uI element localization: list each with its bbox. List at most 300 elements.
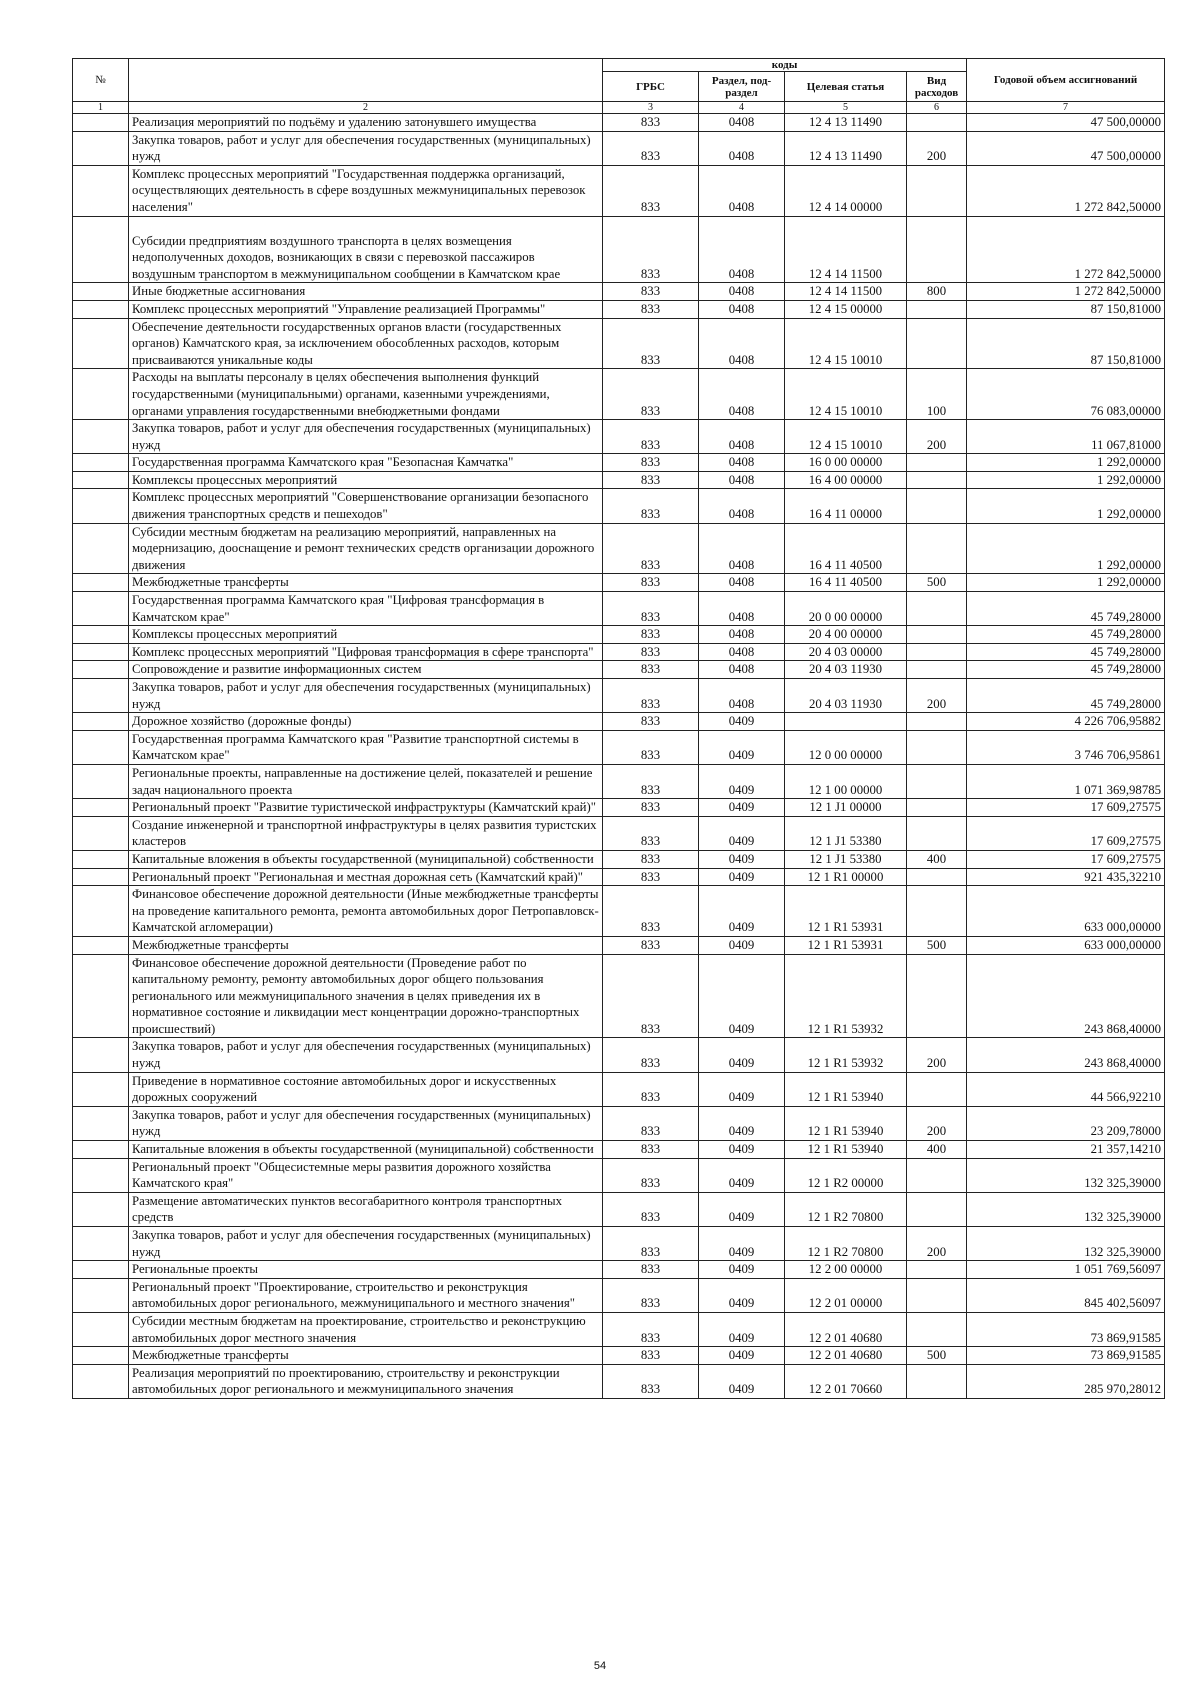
row-name-cell: Закупка товаров, работ и услуг для обеспечения государственных (муниципальных) нужд: [129, 1038, 603, 1072]
col-index-4: 4: [699, 102, 785, 114]
row-kind-cell: [907, 1364, 967, 1398]
row-section-cell: 0409: [699, 713, 785, 731]
table-row: [73, 661, 1165, 679]
row-amount-cell: 45 749,28000: [967, 592, 1165, 626]
row-name-cell: Финансовое обеспечение дорожной деятельности (Иные межбюджетные трансферты на проведение капитального ремонта, ремонта автомобильных дорог Петропавловск-Камчатской агломерации): [129, 886, 603, 937]
row-target-cell: 12 4 15 10010: [785, 318, 907, 369]
row-kind-cell: [907, 1192, 967, 1226]
row-number-cell: [73, 713, 129, 731]
row-name-cell: Реализация мероприятий по проектированию, строительству и реконструкции автомобильных дорог регионального и межмуниципального значения: [129, 1364, 603, 1398]
row-section-cell: 0409: [699, 1072, 785, 1106]
row-amount-cell: 132 325,39000: [967, 1192, 1165, 1226]
row-amount-cell: 45 749,28000: [967, 661, 1165, 679]
row-amount-cell: 3 746 706,95861: [967, 730, 1165, 764]
row-section-cell: 0409: [699, 1312, 785, 1346]
row-number-cell: [73, 1072, 129, 1106]
row-number-cell: [73, 300, 129, 318]
row-grbs-cell: 833: [603, 661, 699, 679]
row-number-cell: [73, 1227, 129, 1261]
row-number-cell: [73, 1158, 129, 1192]
row-section-cell: 0409: [699, 936, 785, 954]
row-kind-cell: 500: [907, 574, 967, 592]
table-row: [73, 574, 1165, 592]
table-row: [73, 886, 1165, 937]
row-kind-cell: [907, 1312, 967, 1346]
row-name-cell: Сопровождение и развитие информационных систем: [129, 661, 603, 679]
row-grbs-cell: 833: [603, 850, 699, 868]
row-target-cell: 12 4 15 10010: [785, 369, 907, 420]
row-name-cell: Размещение автоматических пунктов весогабаритного контроля транспортных средств: [129, 1192, 603, 1226]
col-index-6: 6: [907, 102, 967, 114]
page-number: 54: [593, 1660, 607, 1672]
row-grbs-cell: 833: [603, 799, 699, 817]
table-row: [73, 1261, 1165, 1279]
row-grbs-cell: 833: [603, 283, 699, 301]
row-section-cell: 0408: [699, 318, 785, 369]
table-row: [73, 592, 1165, 626]
table-row: [73, 114, 1165, 132]
row-section-cell: 0408: [699, 523, 785, 574]
table-row: [73, 1072, 1165, 1106]
col-header-name: [129, 59, 603, 102]
row-name-cell: Государственная программа Камчатского края "Цифровая трансформация в Камчатском крае": [129, 592, 603, 626]
col-index-3: 3: [603, 102, 699, 114]
table-row: [73, 1347, 1165, 1365]
row-amount-cell: 845 402,56097: [967, 1278, 1165, 1312]
row-grbs-cell: 833: [603, 165, 699, 216]
row-target-cell: 16 4 11 40500: [785, 523, 907, 574]
row-kind-cell: [907, 216, 967, 283]
row-target-cell: 16 4 00 00000: [785, 471, 907, 489]
row-grbs-cell: 833: [603, 420, 699, 454]
row-grbs-cell: 833: [603, 592, 699, 626]
row-section-cell: 0408: [699, 574, 785, 592]
row-section-cell: 0408: [699, 643, 785, 661]
table-row: [73, 283, 1165, 301]
row-kind-cell: 500: [907, 1347, 967, 1365]
row-number-cell: [73, 730, 129, 764]
row-grbs-cell: 833: [603, 1347, 699, 1365]
row-kind-cell: [907, 454, 967, 472]
row-grbs-cell: 833: [603, 1192, 699, 1226]
row-target-cell: 12 1 R1 53931: [785, 936, 907, 954]
col-index-2: 2: [129, 102, 603, 114]
row-grbs-cell: 833: [603, 574, 699, 592]
row-number-cell: [73, 471, 129, 489]
row-amount-cell: 1 272 842,50000: [967, 165, 1165, 216]
row-target-cell: 12 1 R1 53931: [785, 886, 907, 937]
row-number-cell: [73, 799, 129, 817]
row-section-cell: 0409: [699, 1106, 785, 1140]
row-grbs-cell: 833: [603, 954, 699, 1038]
row-name-cell: Комплексы процессных мероприятий: [129, 471, 603, 489]
row-name-cell: Закупка товаров, работ и услуг для обеспечения государственных (муниципальных) нужд: [129, 420, 603, 454]
row-kind-cell: [907, 1261, 967, 1279]
row-amount-cell: 17 609,27575: [967, 799, 1165, 817]
row-amount-cell: 17 609,27575: [967, 850, 1165, 868]
col-header-grbs: ГРБС: [603, 72, 699, 102]
row-section-cell: 0408: [699, 369, 785, 420]
table-row: [73, 471, 1165, 489]
row-target-cell: 20 4 03 11930: [785, 679, 907, 713]
row-target-cell: 16 4 11 00000: [785, 489, 907, 523]
row-name-cell: Закупка товаров, работ и услуг для обеспечения государственных (муниципальных) нужд: [129, 1227, 603, 1261]
row-target-cell: 12 1 J1 00000: [785, 799, 907, 817]
row-number-cell: [73, 643, 129, 661]
row-kind-cell: [907, 1158, 967, 1192]
row-number-cell: [73, 1192, 129, 1226]
row-name-cell: Закупка товаров, работ и услуг для обеспечения государственных (муниципальных) нужд: [129, 1106, 603, 1140]
row-grbs-cell: 833: [603, 713, 699, 731]
row-target-cell: 20 4 03 11930: [785, 661, 907, 679]
row-number-cell: [73, 216, 129, 283]
table-row: [73, 318, 1165, 369]
row-section-cell: 0409: [699, 1158, 785, 1192]
row-number-cell: [73, 165, 129, 216]
row-number-cell: [73, 868, 129, 886]
row-name-cell: Обеспечение деятельности государственных органов власти (государственных органов) Камчатского края, за исключением обособленных расходов, которым присваиваются уникальные коды: [129, 318, 603, 369]
row-target-cell: 12 1 00 00000: [785, 764, 907, 798]
row-grbs-cell: 833: [603, 318, 699, 369]
table-row: [73, 713, 1165, 731]
row-section-cell: 0408: [699, 471, 785, 489]
row-number-cell: [73, 1106, 129, 1140]
row-number-cell: [73, 936, 129, 954]
row-amount-cell: 21 357,14210: [967, 1141, 1165, 1159]
table-body: [73, 114, 1165, 1399]
row-kind-cell: [907, 643, 967, 661]
row-section-cell: 0409: [699, 954, 785, 1038]
row-name-cell: Капитальные вложения в объекты государственной (муниципальной) собственности: [129, 850, 603, 868]
row-name-cell: Закупка товаров, работ и услуг для обеспечения государственных (муниципальных) нужд: [129, 131, 603, 165]
row-target-cell: 12 1 R2 70800: [785, 1227, 907, 1261]
row-target-cell: 12 4 15 10010: [785, 420, 907, 454]
row-kind-cell: 200: [907, 679, 967, 713]
row-grbs-cell: 833: [603, 816, 699, 850]
col-header-target: Целевая статья: [785, 72, 907, 102]
row-section-cell: 0408: [699, 283, 785, 301]
row-grbs-cell: 833: [603, 1141, 699, 1159]
row-name-cell: Межбюджетные трансферты: [129, 936, 603, 954]
row-name-cell: Межбюджетные трансферты: [129, 1347, 603, 1365]
row-number-cell: [73, 454, 129, 472]
row-number-cell: [73, 850, 129, 868]
row-amount-cell: 45 749,28000: [967, 679, 1165, 713]
budget-table: [72, 58, 1165, 1399]
row-number-cell: [73, 1038, 129, 1072]
row-amount-cell: 1 292,00000: [967, 574, 1165, 592]
row-grbs-cell: 833: [603, 643, 699, 661]
row-name-cell: Региональный проект "Развитие туристической инфраструктуры (Камчатский край)": [129, 799, 603, 817]
table-row: [73, 300, 1165, 318]
row-kind-cell: [907, 816, 967, 850]
row-number-cell: [73, 420, 129, 454]
row-amount-cell: 47 500,00000: [967, 114, 1165, 132]
row-number-cell: [73, 114, 129, 132]
row-number-cell: [73, 954, 129, 1038]
row-grbs-cell: 833: [603, 523, 699, 574]
row-target-cell: 12 1 R1 53940: [785, 1072, 907, 1106]
row-grbs-cell: 833: [603, 1227, 699, 1261]
row-section-cell: 0408: [699, 300, 785, 318]
table-row: [73, 489, 1165, 523]
row-section-cell: 0409: [699, 1347, 785, 1365]
row-name-cell: Региональные проекты: [129, 1261, 603, 1279]
row-section-cell: 0409: [699, 799, 785, 817]
row-amount-cell: 285 970,28012: [967, 1364, 1165, 1398]
row-grbs-cell: 833: [603, 1261, 699, 1279]
row-target-cell: 12 4 13 11490: [785, 114, 907, 132]
row-amount-cell: 921 435,32210: [967, 868, 1165, 886]
row-target-cell: 12 1 R1 53932: [785, 1038, 907, 1072]
table-row: [73, 1227, 1165, 1261]
row-number-cell: [73, 283, 129, 301]
row-number-cell: [73, 764, 129, 798]
row-grbs-cell: 833: [603, 626, 699, 644]
row-section-cell: 0408: [699, 626, 785, 644]
row-kind-cell: 200: [907, 420, 967, 454]
row-amount-cell: 1 272 842,50000: [967, 216, 1165, 283]
row-name-cell: Создание инженерной и транспортной инфраструктуры в целях развития туристских кластеров: [129, 816, 603, 850]
table-row: [73, 936, 1165, 954]
row-grbs-cell: 833: [603, 679, 699, 713]
table-row: [73, 1158, 1165, 1192]
row-name-cell: Комплекс процессных мероприятий "Управление реализацией Программы": [129, 300, 603, 318]
row-grbs-cell: 833: [603, 730, 699, 764]
row-grbs-cell: 833: [603, 764, 699, 798]
row-target-cell: 20 4 00 00000: [785, 626, 907, 644]
row-kind-cell: [907, 764, 967, 798]
row-number-cell: [73, 1364, 129, 1398]
row-section-cell: 0409: [699, 730, 785, 764]
row-section-cell: 0409: [699, 1364, 785, 1398]
table-row: [73, 1106, 1165, 1140]
table-row: [73, 868, 1165, 886]
row-amount-cell: 633 000,00000: [967, 886, 1165, 937]
row-target-cell: 12 4 14 00000: [785, 165, 907, 216]
row-amount-cell: 1 272 842,50000: [967, 283, 1165, 301]
table-row: [73, 1364, 1165, 1398]
row-target-cell: 12 4 14 11500: [785, 283, 907, 301]
row-amount-cell: 1 292,00000: [967, 454, 1165, 472]
row-name-cell: Финансовое обеспечение дорожной деятельности (Проведение работ по капитальному ремонту, ремонту автомобильных дорог общего пользования регионального или межмуниципального значения в целях приведения их в нормативное состояние и ликвидации мест концентрации дорожно-транспортных происшествий): [129, 954, 603, 1038]
row-target-cell: 12 2 01 70660: [785, 1364, 907, 1398]
row-name-cell: Закупка товаров, работ и услуг для обеспечения государственных (муниципальных) нужд: [129, 679, 603, 713]
row-name-cell: Региональные проекты, направленные на достижение целей, показателей и решение задач национального проекта: [129, 764, 603, 798]
table-row: [73, 679, 1165, 713]
row-number-cell: [73, 1278, 129, 1312]
row-name-cell: Государственная программа Камчатского края "Безопасная Камчатка": [129, 454, 603, 472]
row-name-cell: Комплексы процессных мероприятий: [129, 626, 603, 644]
row-grbs-cell: 833: [603, 1038, 699, 1072]
row-kind-cell: [907, 661, 967, 679]
table-row: [73, 131, 1165, 165]
table-row: [73, 643, 1165, 661]
row-name-cell: Реализация мероприятий по подъёму и удалению затонувшего имущества: [129, 114, 603, 132]
row-section-cell: 0408: [699, 661, 785, 679]
col-index-7: 7: [967, 102, 1165, 114]
row-grbs-cell: 833: [603, 1312, 699, 1346]
row-section-cell: 0409: [699, 1038, 785, 1072]
row-section-cell: 0408: [699, 420, 785, 454]
row-number-cell: [73, 1261, 129, 1279]
row-kind-cell: [907, 626, 967, 644]
row-grbs-cell: 833: [603, 936, 699, 954]
row-amount-cell: 1 292,00000: [967, 471, 1165, 489]
row-number-cell: [73, 679, 129, 713]
table-row: [73, 369, 1165, 420]
row-target-cell: 20 0 00 00000: [785, 592, 907, 626]
row-grbs-cell: 833: [603, 131, 699, 165]
table-row: [73, 764, 1165, 798]
row-kind-cell: 100: [907, 369, 967, 420]
row-grbs-cell: 833: [603, 1278, 699, 1312]
row-number-cell: [73, 574, 129, 592]
row-amount-cell: 73 869,91585: [967, 1347, 1165, 1365]
row-amount-cell: 11 067,81000: [967, 420, 1165, 454]
row-target-cell: 12 1 R1 53940: [785, 1106, 907, 1140]
row-kind-cell: [907, 300, 967, 318]
row-amount-cell: 44 566,92210: [967, 1072, 1165, 1106]
row-name-cell: Расходы на выплаты персоналу в целях обеспечения выполнения функций государственными (муниципальными) органами, казенными учреждениями, органами управления государственными внебюджетными фондами: [129, 369, 603, 420]
row-section-cell: 0409: [699, 1141, 785, 1159]
row-target-cell: 12 1 R1 00000: [785, 868, 907, 886]
row-section-cell: 0408: [699, 679, 785, 713]
row-kind-cell: 200: [907, 1227, 967, 1261]
row-section-cell: 0409: [699, 1227, 785, 1261]
row-number-cell: [73, 626, 129, 644]
row-kind-cell: [907, 1072, 967, 1106]
row-name-cell: Комплекс процессных мероприятий "Государственная поддержка организаций, осуществляющих деятельность в сфере воздушных межмуниципальных перевозок населения": [129, 165, 603, 216]
row-grbs-cell: 833: [603, 369, 699, 420]
row-amount-cell: 23 209,78000: [967, 1106, 1165, 1140]
row-target-cell: 12 1 R2 70800: [785, 1192, 907, 1226]
row-target-cell: 12 2 01 40680: [785, 1347, 907, 1365]
table-row: [73, 626, 1165, 644]
row-target-cell: 12 2 01 40680: [785, 1312, 907, 1346]
row-grbs-cell: 833: [603, 471, 699, 489]
row-number-cell: [73, 369, 129, 420]
row-amount-cell: 45 749,28000: [967, 643, 1165, 661]
table-row: [73, 454, 1165, 472]
row-number-cell: [73, 318, 129, 369]
row-section-cell: 0409: [699, 850, 785, 868]
row-section-cell: 0409: [699, 1192, 785, 1226]
row-name-cell: Иные бюджетные ассигнования: [129, 283, 603, 301]
row-name-cell: Комплекс процессных мероприятий "Цифровая трансформация в сфере транспорта": [129, 643, 603, 661]
row-kind-cell: 400: [907, 850, 967, 868]
table-row: [73, 523, 1165, 574]
row-grbs-cell: 833: [603, 868, 699, 886]
table-row: [73, 1278, 1165, 1312]
col-index-5: 5: [785, 102, 907, 114]
row-amount-cell: 1 292,00000: [967, 523, 1165, 574]
table-row: [73, 816, 1165, 850]
row-kind-cell: [907, 713, 967, 731]
row-name-cell: Субсидии предприятиям воздушного транспорта в целях возмещения недополученных доходов, возникающих в связи с перевозкой пассажиров воздушным транспортом в межмуниципальном сообщении в Камчатском крае: [129, 216, 603, 283]
table-row: [73, 216, 1165, 283]
row-name-cell: Государственная программа Камчатского края "Развитие транспортной системы в Камчатском крае": [129, 730, 603, 764]
row-number-cell: [73, 816, 129, 850]
row-target-cell: 12 4 14 11500: [785, 216, 907, 283]
row-kind-cell: [907, 471, 967, 489]
row-number-cell: [73, 523, 129, 574]
row-grbs-cell: 833: [603, 114, 699, 132]
table-row: [73, 954, 1165, 1038]
row-section-cell: 0408: [699, 131, 785, 165]
row-amount-cell: 633 000,00000: [967, 936, 1165, 954]
row-target-cell: 20 4 03 00000: [785, 643, 907, 661]
row-amount-cell: 4 226 706,95882: [967, 713, 1165, 731]
row-amount-cell: 243 868,40000: [967, 954, 1165, 1038]
row-target-cell: 12 4 15 00000: [785, 300, 907, 318]
row-number-cell: [73, 1141, 129, 1159]
row-section-cell: 0408: [699, 592, 785, 626]
row-kind-cell: [907, 799, 967, 817]
col-header-amount: Годовой объем ассигнований: [967, 59, 1165, 102]
col-header-number: №: [73, 59, 129, 102]
row-grbs-cell: 833: [603, 1072, 699, 1106]
row-grbs-cell: 833: [603, 1364, 699, 1398]
row-kind-cell: 400: [907, 1141, 967, 1159]
table-row: [73, 1141, 1165, 1159]
table-row: [73, 730, 1165, 764]
row-name-cell: Дорожное хозяйство (дорожные фонды): [129, 713, 603, 731]
row-target-cell: 16 0 00 00000: [785, 454, 907, 472]
row-number-cell: [73, 886, 129, 937]
row-section-cell: 0409: [699, 886, 785, 937]
row-amount-cell: 17 609,27575: [967, 816, 1165, 850]
row-kind-cell: [907, 592, 967, 626]
row-number-cell: [73, 1347, 129, 1365]
row-amount-cell: 73 869,91585: [967, 1312, 1165, 1346]
row-kind-cell: [907, 165, 967, 216]
table-row: [73, 1038, 1165, 1072]
row-grbs-cell: 833: [603, 300, 699, 318]
row-amount-cell: 76 083,00000: [967, 369, 1165, 420]
row-amount-cell: 87 150,81000: [967, 318, 1165, 369]
row-section-cell: 0408: [699, 454, 785, 472]
col-header-kind: Вид расходов: [907, 72, 967, 102]
row-amount-cell: 47 500,00000: [967, 131, 1165, 165]
row-kind-cell: 200: [907, 131, 967, 165]
row-grbs-cell: 833: [603, 454, 699, 472]
row-target-cell: [785, 713, 907, 731]
col-index-1: 1: [73, 102, 129, 114]
table-row: [73, 1192, 1165, 1226]
row-section-cell: 0408: [699, 114, 785, 132]
row-target-cell: 16 4 11 40500: [785, 574, 907, 592]
row-kind-cell: [907, 1278, 967, 1312]
row-name-cell: Региональный проект "Общесистемные меры развития дорожного хозяйства Камчатского края": [129, 1158, 603, 1192]
row-amount-cell: 1 051 769,56097: [967, 1261, 1165, 1279]
row-kind-cell: [907, 886, 967, 937]
row-section-cell: 0408: [699, 489, 785, 523]
row-section-cell: 0409: [699, 1261, 785, 1279]
table-row: [73, 420, 1165, 454]
row-number-cell: [73, 661, 129, 679]
row-amount-cell: 1 071 369,98785: [967, 764, 1165, 798]
row-target-cell: 12 1 J1 53380: [785, 816, 907, 850]
row-kind-cell: [907, 523, 967, 574]
row-name-cell: Комплекс процессных мероприятий "Совершенствование организации безопасного движения транспортных средств и пешеходов": [129, 489, 603, 523]
col-header-section: Раздел, под-раздел: [699, 72, 785, 102]
row-amount-cell: 243 868,40000: [967, 1038, 1165, 1072]
row-kind-cell: [907, 318, 967, 369]
row-kind-cell: [907, 954, 967, 1038]
budget-sheet: [72, 58, 1164, 1399]
row-target-cell: 12 1 R1 53940: [785, 1141, 907, 1159]
